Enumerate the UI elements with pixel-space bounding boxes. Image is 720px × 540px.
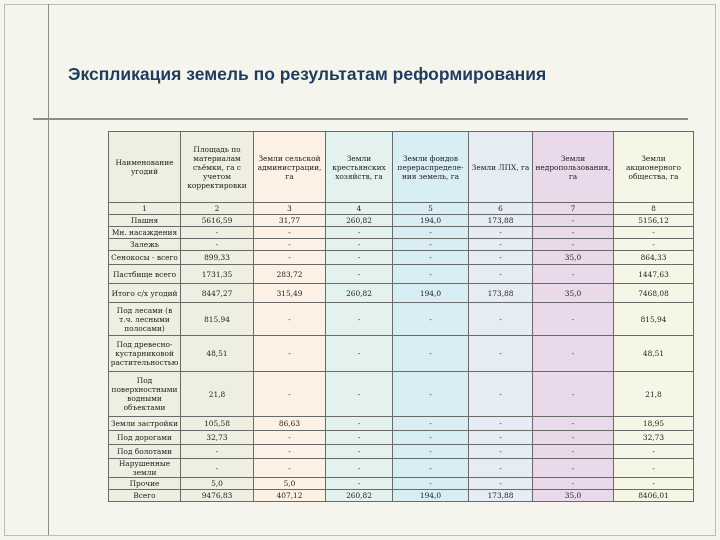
table-cell: -: [393, 445, 469, 459]
column-number: 7: [533, 203, 614, 215]
table-cell: 5156,12: [614, 215, 694, 227]
table-cell: 173,88: [469, 284, 533, 303]
table-row: [109, 417, 694, 431]
row-label: Земли застройки: [109, 417, 181, 431]
table-cell: -: [393, 372, 469, 417]
table-cell: 260,82: [326, 215, 393, 227]
table-cell: -: [254, 239, 326, 251]
table-cell: -: [614, 227, 694, 239]
header-cell: Земли акционерного общества, га: [614, 132, 694, 203]
table-cell: 194,0: [393, 215, 469, 227]
table-row: [109, 372, 694, 417]
row-label: Под болотами: [109, 445, 181, 459]
table-cell: -: [254, 227, 326, 239]
row-label: Залежь: [109, 239, 181, 251]
table-cell: 194,0: [393, 490, 469, 502]
table-row: [109, 239, 694, 251]
table-cell: 1447,63: [614, 265, 694, 284]
table-row: [109, 215, 694, 227]
table-cell: 899,33: [181, 251, 254, 265]
table-row: [109, 265, 694, 284]
table-cell: 32,73: [181, 431, 254, 445]
table-cell: -: [254, 251, 326, 265]
table-cell: 7468,08: [614, 284, 694, 303]
table-cell: -: [533, 303, 614, 336]
table-cell: -: [469, 227, 533, 239]
table-cell: -: [326, 445, 393, 459]
table-cell: -: [393, 251, 469, 265]
table-cell: -: [254, 303, 326, 336]
row-label: Всего: [109, 490, 181, 502]
table-cell: -: [181, 239, 254, 251]
table-cell: -: [469, 431, 533, 445]
column-number: 5: [393, 203, 469, 215]
table-cell: -: [469, 336, 533, 372]
table-cell: -: [533, 239, 614, 251]
row-label: Нарушенные земли: [109, 459, 181, 478]
table-cell: 260,82: [326, 284, 393, 303]
table-cell: -: [614, 445, 694, 459]
table-cell: -: [533, 215, 614, 227]
header-cell: Земли крестьянских хозяйств, га: [326, 132, 393, 203]
column-number: 1: [109, 203, 181, 215]
table-cell: -: [326, 459, 393, 478]
table-cell: 21,8: [181, 372, 254, 417]
slide-title: Экспликация земель по результатам реформирования: [68, 64, 547, 84]
table-cell: 815,94: [181, 303, 254, 336]
table-cell: -: [533, 265, 614, 284]
land-explication-table: [108, 131, 694, 502]
table-cell: 9476,83: [181, 490, 254, 502]
title-underline: [33, 118, 688, 120]
table-row: [109, 303, 694, 336]
table-cell: 31,77: [254, 215, 326, 227]
header-cell: Земли ЛПХ, га: [469, 132, 533, 203]
table-cell: -: [326, 417, 393, 431]
table-cell: 283,72: [254, 265, 326, 284]
table-cell: -: [254, 459, 326, 478]
table-cell: 5,0: [181, 478, 254, 490]
header-cell: Земли недропользования, га: [533, 132, 614, 203]
table-cell: -: [393, 417, 469, 431]
column-number: 2: [181, 203, 254, 215]
table-cell: -: [254, 431, 326, 445]
table-cell: -: [254, 372, 326, 417]
row-label: Итого с/х угодий: [109, 284, 181, 303]
table-cell: 18,95: [614, 417, 694, 431]
table-cell: 815,94: [614, 303, 694, 336]
table-cell: -: [614, 239, 694, 251]
table-cell: 35,0: [533, 490, 614, 502]
table-cell: -: [326, 478, 393, 490]
table-cell: -: [326, 372, 393, 417]
table-row: [109, 445, 694, 459]
table-cell: -: [326, 336, 393, 372]
table-cell: -: [533, 336, 614, 372]
table-cell: -: [393, 336, 469, 372]
table-row: [109, 227, 694, 239]
table-cell: -: [393, 478, 469, 490]
row-label: Под поверхностными водными объектами: [109, 372, 181, 417]
table-cell: -: [469, 445, 533, 459]
table-row: [109, 284, 694, 303]
column-number: 4: [326, 203, 393, 215]
column-number: 6: [469, 203, 533, 215]
table-cell: 5616,59: [181, 215, 254, 227]
table-cell: -: [393, 303, 469, 336]
column-number-row: [109, 203, 694, 215]
table-cell: -: [181, 445, 254, 459]
table-cell: 105,58: [181, 417, 254, 431]
table-cell: -: [533, 372, 614, 417]
table-cell: -: [326, 303, 393, 336]
table-cell: 21,8: [614, 372, 694, 417]
table-cell: -: [181, 459, 254, 478]
table-cell: -: [393, 431, 469, 445]
header-row: [109, 132, 694, 203]
table-row: [109, 431, 694, 445]
table-cell: -: [533, 417, 614, 431]
table-row: [109, 490, 694, 502]
table-cell: -: [254, 445, 326, 459]
table-cell: 35,0: [533, 251, 614, 265]
row-label: Под дорогами: [109, 431, 181, 445]
table-row: [109, 251, 694, 265]
table-cell: -: [181, 227, 254, 239]
table-cell: 173,88: [469, 215, 533, 227]
table-cell: 8447,27: [181, 284, 254, 303]
table-cell: 194,0: [393, 284, 469, 303]
table-cell: -: [326, 431, 393, 445]
row-label: Под лесами (в т.ч. лесными полосами): [109, 303, 181, 336]
table-cell: -: [469, 372, 533, 417]
row-label: Мн. насаждения: [109, 227, 181, 239]
row-label: Пастбище всего: [109, 265, 181, 284]
table-cell: -: [614, 478, 694, 490]
table-cell: 32,73: [614, 431, 694, 445]
table-cell: -: [533, 227, 614, 239]
table-cell: 864,33: [614, 251, 694, 265]
table-cell: 315,49: [254, 284, 326, 303]
table-cell: -: [614, 459, 694, 478]
table-cell: -: [469, 459, 533, 478]
table-cell: -: [469, 417, 533, 431]
table-cell: -: [469, 265, 533, 284]
table-cell: -: [326, 265, 393, 284]
table-cell: 173,88: [469, 490, 533, 502]
header-cell: Площадь по материалам съёмки, га с учетом корректировки: [181, 132, 254, 203]
table-cell: 48,51: [181, 336, 254, 372]
table-cell: -: [254, 336, 326, 372]
table-cell: 8406,01: [614, 490, 694, 502]
header-cell: Земли фондов перераспределе-ния земель, га: [393, 132, 469, 203]
table-cell: -: [393, 459, 469, 478]
table-cell: 407,12: [254, 490, 326, 502]
table-cell: -: [533, 445, 614, 459]
table-cell: 48,51: [614, 336, 694, 372]
table-cell: -: [393, 227, 469, 239]
table-cell: -: [326, 251, 393, 265]
table-row: [109, 478, 694, 490]
table-cell: 86,63: [254, 417, 326, 431]
table-cell: -: [393, 239, 469, 251]
table-row: [109, 336, 694, 372]
left-vertical-rule: [48, 4, 49, 535]
table-cell: -: [393, 265, 469, 284]
row-label: Сенокосы - всего: [109, 251, 181, 265]
table-cell: -: [533, 478, 614, 490]
table-cell: 1731,35: [181, 265, 254, 284]
table-cell: 260,82: [326, 490, 393, 502]
column-number: 8: [614, 203, 694, 215]
table-cell: -: [469, 239, 533, 251]
table-cell: -: [326, 227, 393, 239]
table-cell: 35,0: [533, 284, 614, 303]
row-label: Пашня: [109, 215, 181, 227]
table-row: [109, 459, 694, 478]
header-cell: Наименование угодий: [109, 132, 181, 203]
table-cell: -: [533, 431, 614, 445]
table-cell: -: [469, 251, 533, 265]
row-label: Под древесно-кустарниковой растительностью: [109, 336, 181, 372]
table-cell: -: [326, 239, 393, 251]
table-cell: 5,0: [254, 478, 326, 490]
row-label: Прочие: [109, 478, 181, 490]
table-cell: -: [533, 459, 614, 478]
header-cell: Земли сельской администрации, га: [254, 132, 326, 203]
table-cell: -: [469, 478, 533, 490]
table-cell: -: [469, 303, 533, 336]
column-number: 3: [254, 203, 326, 215]
